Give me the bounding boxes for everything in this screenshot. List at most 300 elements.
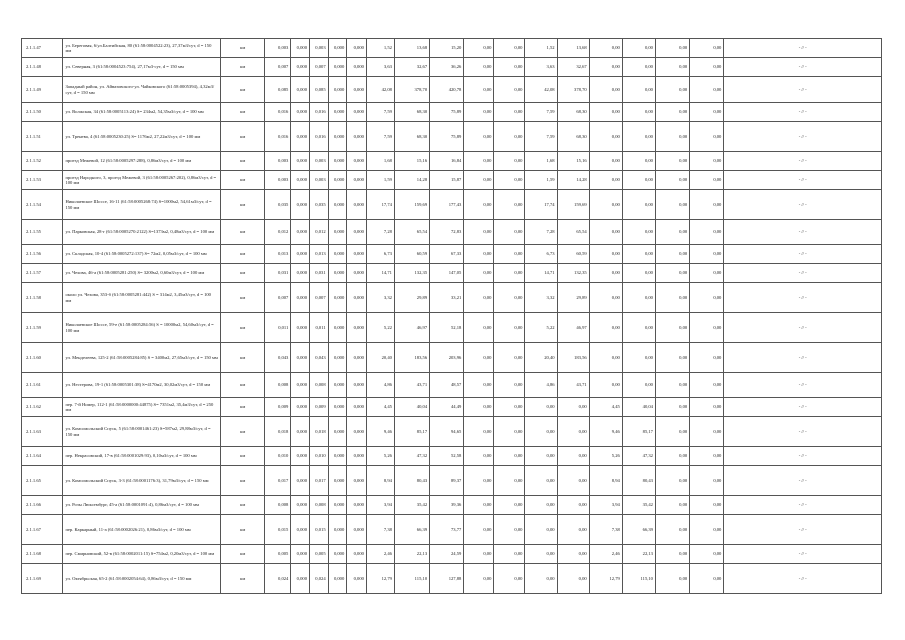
value-cell: 3,32 [525, 283, 557, 313]
value-cell: 1,59 [366, 171, 394, 190]
value-cell: 0,00 [655, 245, 689, 264]
value-cell: 7,28 [366, 220, 394, 245]
value-cell: 0,00 [690, 171, 724, 190]
value-cell: 0,007 [310, 283, 329, 313]
value-cell: 0,008 [265, 496, 291, 515]
value-cell: 0,00 [589, 77, 622, 103]
row-id-cell: 2.1.1.57 [22, 264, 63, 283]
value-cell: 44,49 [430, 398, 464, 417]
table-row [22, 245, 882, 264]
value-cell: 32,67 [394, 58, 429, 77]
value-cell: 43,71 [557, 373, 589, 398]
value-cell: 0,000 [328, 545, 347, 564]
value-cell: 52,18 [430, 313, 464, 343]
row-id-cell: 2.1.1.60 [22, 343, 63, 373]
value-cell: 0,00 [557, 417, 589, 447]
value-cell: 2,46 [589, 545, 622, 564]
value-cell: 0,000 [291, 103, 310, 122]
value-cell: 0,00 [622, 58, 655, 77]
value-cell: 0,007 [310, 58, 329, 77]
value-cell: 0,00 [494, 58, 525, 77]
value-cell: 0,00 [622, 152, 655, 171]
value-cell: 0,000 [347, 103, 367, 122]
value-cell: 0,007 [265, 283, 291, 313]
value-cell: 147,05 [430, 264, 464, 283]
value-cell: 0,000 [291, 264, 310, 283]
value-cell: 0,00 [464, 496, 494, 515]
value-cell: 0,00 [494, 343, 525, 373]
row-id-cell: 2.1.1.63 [22, 417, 63, 447]
value-cell: 0,00 [525, 545, 557, 564]
value-cell: 7,38 [589, 515, 622, 545]
table-row [22, 152, 882, 171]
value-cell: 0,000 [291, 515, 310, 545]
value-cell: 0,00 [589, 152, 622, 171]
value-cell: 0,00 [525, 398, 557, 417]
address-cell: ул. Складская, 10-4 (61:58:0005272:137) S= 72м2, 0,05м3/сут, d = 100 мм [63, 245, 220, 264]
value-cell: 0,00 [655, 564, 689, 594]
value-cell: 0,00 [655, 373, 689, 398]
table-row [22, 313, 882, 343]
value-cell: 60,59 [394, 245, 429, 264]
value-cell: 0,000 [291, 152, 310, 171]
value-cell: 0,00 [690, 264, 724, 283]
table-row [22, 373, 882, 398]
value-cell: 0,00 [464, 39, 494, 58]
value-cell: 0,00 [690, 564, 724, 594]
value-cell: 0,000 [291, 220, 310, 245]
value-cell: 3,63 [525, 58, 557, 77]
unit-cell: км [220, 545, 265, 564]
value-cell: 72,83 [430, 220, 464, 245]
value-cell: 32,67 [557, 58, 589, 77]
address-cell: Николаевское Шоссе, 16-11 (61:58:0005268:74) S=1000м2, 54,61м3/сут, d = 150 мм [63, 190, 220, 220]
value-cell: 0,00 [690, 190, 724, 220]
value-cell: 0,00 [655, 58, 689, 77]
value-cell: 3,63 [366, 58, 394, 77]
address-cell: ул. Тренева, 4 (61:58:0005230:25) S= 1176м2, 27,22м3/сут, d = 100 мм [63, 122, 220, 152]
value-cell: 0,00 [494, 564, 525, 594]
unit-cell: км [220, 313, 265, 343]
address-cell: ул. Октябрьская, 65-2 (61:58:0002054:64), 0,86м3/сут, d = 150 мм [63, 564, 220, 594]
value-cell: 0,00 [655, 39, 689, 58]
value-cell: 0,00 [464, 466, 494, 496]
address-cell: Западный район, ул. Айвазовского-ул. Чайковского (61:58:0005394), 4,32м3/сут, d = 150 мм [63, 77, 220, 103]
value-cell: 46,97 [557, 313, 589, 343]
unit-cell: км [220, 373, 265, 398]
value-cell: 0,000 [347, 398, 367, 417]
value-cell: 0,000 [347, 190, 367, 220]
value-cell: 0,000 [347, 58, 367, 77]
value-cell: 0,00 [622, 190, 655, 220]
row-id-cell: 2.1.1.52 [22, 152, 63, 171]
value-cell: 0,00 [622, 77, 655, 103]
value-cell: 0,010 [310, 447, 329, 466]
value-cell: 0,010 [265, 447, 291, 466]
address-cell: проезд Народного, 3, проезд Межевой, 3 (61:58:0005267:202), 0,86м3/сут, d = 100 мм [63, 171, 220, 190]
value-cell: 60,59 [557, 245, 589, 264]
value-cell: 0,003 [310, 152, 329, 171]
value-cell: 0,017 [310, 466, 329, 496]
value-cell: 67,33 [430, 245, 464, 264]
value-cell: 0,00 [464, 220, 494, 245]
table-row [22, 220, 882, 245]
note-cell: - // - [724, 220, 882, 245]
value-cell: 20,40 [366, 343, 394, 373]
value-cell: 15,20 [430, 39, 464, 58]
note-cell: - // - [724, 564, 882, 594]
unit-cell: км [220, 103, 265, 122]
value-cell: 132,35 [557, 264, 589, 283]
value-cell: 0,000 [328, 313, 347, 343]
address-cell: ул. Береговая, 6/ул.Балтийская, 80 (61:58:0004522:23), 27,37м3/сут, d = 150 мм [63, 39, 220, 58]
value-cell: 420,78 [430, 77, 464, 103]
unit-cell: км [220, 343, 265, 373]
value-cell: 0,00 [622, 39, 655, 58]
value-cell: 0,011 [265, 313, 291, 343]
value-cell: 0,00 [557, 496, 589, 515]
value-cell: 0,00 [494, 152, 525, 171]
value-cell: 0,00 [464, 313, 494, 343]
value-cell: 0,012 [265, 220, 291, 245]
value-cell: 0,008 [265, 373, 291, 398]
value-cell: 0,016 [265, 122, 291, 152]
value-cell: 14,71 [366, 264, 394, 283]
value-cell: 66,39 [394, 515, 429, 545]
value-cell: 0,000 [347, 564, 367, 594]
value-cell: 0,00 [494, 373, 525, 398]
value-cell: 14,28 [394, 171, 429, 190]
value-cell: 0,000 [347, 466, 367, 496]
address-cell: ул. Северная, 3 (61:58:0004523:754), 27,17м3-сут, d = 150 мм [63, 58, 220, 77]
value-cell: 0,00 [557, 447, 589, 466]
value-cell: 0,005 [310, 545, 329, 564]
value-cell: 0,000 [328, 39, 347, 58]
value-cell: 0,00 [464, 564, 494, 594]
value-cell: 0,043 [310, 343, 329, 373]
value-cell: 378,70 [394, 77, 429, 103]
value-cell: 0,00 [622, 313, 655, 343]
unit-cell: км [220, 417, 265, 447]
value-cell: 0,000 [347, 245, 367, 264]
note-cell: - // - [724, 122, 882, 152]
row-id-cell: 2.1.1.51 [22, 122, 63, 152]
value-cell: 0,00 [690, 515, 724, 545]
value-cell: 0,000 [291, 190, 310, 220]
value-cell: 0,00 [655, 343, 689, 373]
row-id-cell: 2.1.1.55 [22, 220, 63, 245]
value-cell: 0,00 [494, 122, 525, 152]
table-row [22, 564, 882, 594]
value-cell: 9,46 [589, 417, 622, 447]
value-cell: 0,000 [328, 515, 347, 545]
value-cell: 52,58 [430, 447, 464, 466]
value-cell: 0,000 [347, 496, 367, 515]
address-cell: ул. Менделеева, 125-2 (61:58:0005284:85) S = 3400м2, 27,65м3/сут, d = 150 мм [63, 343, 220, 373]
value-cell: 40,04 [622, 398, 655, 417]
address-cell: пер. Каркарный, 11-а (61:58:0002026:21), 0,86м3/сут, d = 100 мм [63, 515, 220, 545]
value-cell: 0,00 [622, 220, 655, 245]
value-cell: 0,000 [347, 283, 367, 313]
value-cell: 0,00 [655, 122, 689, 152]
value-cell: 0,000 [291, 564, 310, 594]
value-cell: 0,000 [347, 373, 367, 398]
value-cell: 4,86 [525, 373, 557, 398]
value-cell: 0,000 [328, 417, 347, 447]
address-cell: ул. Розы Люксембург, 45-а (61:58:0001091:4), 0,86м3/сут, d = 100 мм [63, 496, 220, 515]
value-cell: 1,52 [525, 39, 557, 58]
value-cell: 0,00 [494, 171, 525, 190]
value-cell: 0,00 [589, 220, 622, 245]
value-cell: 40,04 [394, 398, 429, 417]
value-cell: 0,000 [291, 466, 310, 496]
value-cell: 0,000 [291, 343, 310, 373]
value-cell: 12,79 [589, 564, 622, 594]
value-cell: 0,00 [464, 122, 494, 152]
value-cell: 7,59 [525, 103, 557, 122]
value-cell: 7,59 [366, 103, 394, 122]
row-id-cell: 2.1.1.49 [22, 77, 63, 103]
value-cell: 0,00 [464, 264, 494, 283]
value-cell: 36,26 [430, 58, 464, 77]
unit-cell: км [220, 466, 265, 496]
value-cell: 0,00 [557, 398, 589, 417]
value-cell: 0,00 [655, 152, 689, 171]
value-cell: 0,00 [464, 152, 494, 171]
value-cell: 13,68 [394, 39, 429, 58]
value-cell: 0,000 [328, 58, 347, 77]
value-cell: 68,30 [394, 103, 429, 122]
note-cell: - // - [724, 283, 882, 313]
row-id-cell: 2.1.1.48 [22, 58, 63, 77]
value-cell: 0,00 [655, 313, 689, 343]
value-cell: 94,65 [430, 417, 464, 447]
value-cell: 0,016 [310, 122, 329, 152]
note-cell: - // - [724, 152, 882, 171]
value-cell: 7,38 [366, 515, 394, 545]
address-cell: около ул. Чехова, 353-б (61:58:0005281:442) S = 314м2, 3,45м3/сут, d = 100 мм [63, 283, 220, 313]
value-cell: 22,13 [622, 545, 655, 564]
value-cell: 0,031 [310, 264, 329, 283]
value-cell: 0,00 [494, 103, 525, 122]
row-id-cell: 2.1.1.68 [22, 545, 63, 564]
value-cell: 0,00 [494, 313, 525, 343]
address-cell: пер. Некрасовский, 17-в (61:58:0001029:93), 0,10м3/сут, d = 100 мм [63, 447, 220, 466]
value-cell: 0,035 [310, 190, 329, 220]
value-cell: 0,00 [494, 398, 525, 417]
value-cell: 0,00 [622, 343, 655, 373]
value-cell: 0,00 [655, 283, 689, 313]
value-cell: 0,000 [328, 496, 347, 515]
value-cell: 0,000 [291, 373, 310, 398]
row-id-cell: 2.1.1.56 [22, 245, 63, 264]
value-cell: 0,00 [589, 122, 622, 152]
value-cell: 0,000 [291, 447, 310, 466]
value-cell: 17,74 [366, 190, 394, 220]
value-cell: 5,26 [589, 447, 622, 466]
value-cell: 85,17 [622, 417, 655, 447]
value-cell: 0,018 [265, 417, 291, 447]
table-row [22, 496, 882, 515]
value-cell: 0,085 [265, 77, 291, 103]
value-cell: 0,000 [328, 343, 347, 373]
value-cell: 14,28 [557, 171, 589, 190]
value-cell: 0,00 [589, 190, 622, 220]
value-cell: 0,00 [494, 39, 525, 58]
value-cell: 0,00 [525, 515, 557, 545]
value-cell: 0,011 [310, 313, 329, 343]
unit-cell: км [220, 77, 265, 103]
value-cell: 7,59 [366, 122, 394, 152]
value-cell: 75,89 [430, 103, 464, 122]
value-cell: 183,56 [394, 343, 429, 373]
table-row [22, 343, 882, 373]
value-cell: 0,00 [557, 545, 589, 564]
value-cell: 8,94 [366, 466, 394, 496]
value-cell: 47,32 [394, 447, 429, 466]
value-cell: 0,012 [310, 220, 329, 245]
value-cell: 0,000 [291, 283, 310, 313]
value-cell: 378,70 [557, 77, 589, 103]
value-cell: 0,009 [265, 398, 291, 417]
value-cell: 39,36 [430, 496, 464, 515]
value-cell: 0,000 [328, 283, 347, 313]
address-cell: ул. Чехова, 46-а (61:58:0005281:250) S= 3200м2, 0,60м3/сут, d = 100 мм [63, 264, 220, 283]
address-cell: ул. Комсомольский Спуск, 3-3 (61:58:0001176:3), 31,79м3/сут, d = 150 мм [63, 466, 220, 496]
value-cell: 7,28 [525, 220, 557, 245]
value-cell: 0,003 [265, 171, 291, 190]
table-row [22, 447, 882, 466]
value-cell: 0,00 [690, 545, 724, 564]
value-cell: 0,024 [265, 564, 291, 594]
value-cell: 15,16 [557, 152, 589, 171]
value-cell: 35,42 [622, 496, 655, 515]
value-cell: 0,016 [265, 103, 291, 122]
value-cell: 0,000 [347, 515, 367, 545]
value-cell: 0,000 [347, 171, 367, 190]
row-id-cell: 2.1.1.50 [22, 103, 63, 122]
unit-cell: км [220, 39, 265, 58]
value-cell: 20,40 [525, 343, 557, 373]
value-cell: 0,00 [622, 122, 655, 152]
value-cell: 6,73 [366, 245, 394, 264]
value-cell: 0,008 [310, 496, 329, 515]
unit-cell: км [220, 152, 265, 171]
value-cell: 0,00 [589, 264, 622, 283]
value-cell: 0,005 [265, 545, 291, 564]
value-cell: 75,89 [430, 122, 464, 152]
value-cell: 3,94 [589, 496, 622, 515]
value-cell: 15,16 [394, 152, 429, 171]
value-cell: 0,00 [464, 373, 494, 398]
value-cell: 0,000 [291, 313, 310, 343]
value-cell: 0,000 [347, 152, 367, 171]
row-id-cell: 2.1.1.61 [22, 373, 63, 398]
value-cell: 0,000 [347, 447, 367, 466]
value-cell: 0,00 [464, 447, 494, 466]
unit-cell: км [220, 496, 265, 515]
value-cell: 47,32 [622, 447, 655, 466]
value-cell: 0,00 [494, 283, 525, 313]
value-cell: 0,00 [464, 343, 494, 373]
value-cell: 0,00 [690, 122, 724, 152]
infrastructure-table [21, 38, 882, 594]
value-cell: 0,000 [291, 58, 310, 77]
value-cell: 0,00 [589, 313, 622, 343]
value-cell: 159,69 [557, 190, 589, 220]
table-row [22, 264, 882, 283]
value-cell: 35,42 [394, 496, 429, 515]
unit-cell: км [220, 283, 265, 313]
value-cell: 68,30 [557, 122, 589, 152]
value-cell: 0,018 [310, 417, 329, 447]
value-cell: 29,89 [557, 283, 589, 313]
value-cell: 46,97 [394, 313, 429, 343]
note-cell: - // - [724, 190, 882, 220]
note-cell: - // - [724, 103, 882, 122]
note-cell: - // - [724, 466, 882, 496]
value-cell: 0,000 [328, 373, 347, 398]
note-cell: - // - [724, 417, 882, 447]
value-cell: 0,00 [589, 58, 622, 77]
value-cell: 12,79 [366, 564, 394, 594]
value-cell: 0,000 [347, 39, 367, 58]
row-id-cell: 2.1.1.65 [22, 466, 63, 496]
value-cell: 0,00 [690, 39, 724, 58]
value-cell: 0,003 [265, 39, 291, 58]
value-cell: 0,000 [291, 545, 310, 564]
value-cell: 0,00 [557, 515, 589, 545]
value-cell: 42,08 [366, 77, 394, 103]
value-cell: 0,00 [464, 171, 494, 190]
value-cell: 132,35 [394, 264, 429, 283]
note-cell: - // - [724, 77, 882, 103]
address-cell: пер. 7-й Номер, 112-1 (61:58:0000000:44875) S= 7351м2, 35,4м3/сут, d = 250 мм [63, 398, 220, 417]
table-row [22, 77, 882, 103]
value-cell: 0,00 [589, 39, 622, 58]
value-cell: 24,59 [430, 545, 464, 564]
value-cell: 5,26 [366, 447, 394, 466]
value-cell: 85,17 [394, 417, 429, 447]
value-cell: 80,43 [394, 466, 429, 496]
value-cell: 0,00 [464, 398, 494, 417]
value-cell: 14,71 [525, 264, 557, 283]
table-row [22, 58, 882, 77]
value-cell: 115,10 [394, 564, 429, 594]
value-cell: 0,000 [347, 220, 367, 245]
value-cell: 0,000 [328, 564, 347, 594]
value-cell: 17,74 [525, 190, 557, 220]
value-cell: 0,00 [655, 447, 689, 466]
value-cell: 0,00 [622, 171, 655, 190]
table-row [22, 190, 882, 220]
value-cell: 0,000 [291, 77, 310, 103]
value-cell: 4,86 [366, 373, 394, 398]
value-cell: 0,000 [328, 190, 347, 220]
value-cell: 0,000 [328, 152, 347, 171]
value-cell: 0,003 [265, 152, 291, 171]
value-cell: 0,00 [690, 220, 724, 245]
unit-cell: км [220, 264, 265, 283]
value-cell: 3,32 [366, 283, 394, 313]
row-id-cell: 2.1.1.62 [22, 398, 63, 417]
value-cell: 48,57 [430, 373, 464, 398]
value-cell: 0,00 [690, 245, 724, 264]
value-cell: 183,56 [557, 343, 589, 373]
value-cell: 0,003 [310, 39, 329, 58]
unit-cell: км [220, 220, 265, 245]
value-cell: 0,00 [525, 496, 557, 515]
